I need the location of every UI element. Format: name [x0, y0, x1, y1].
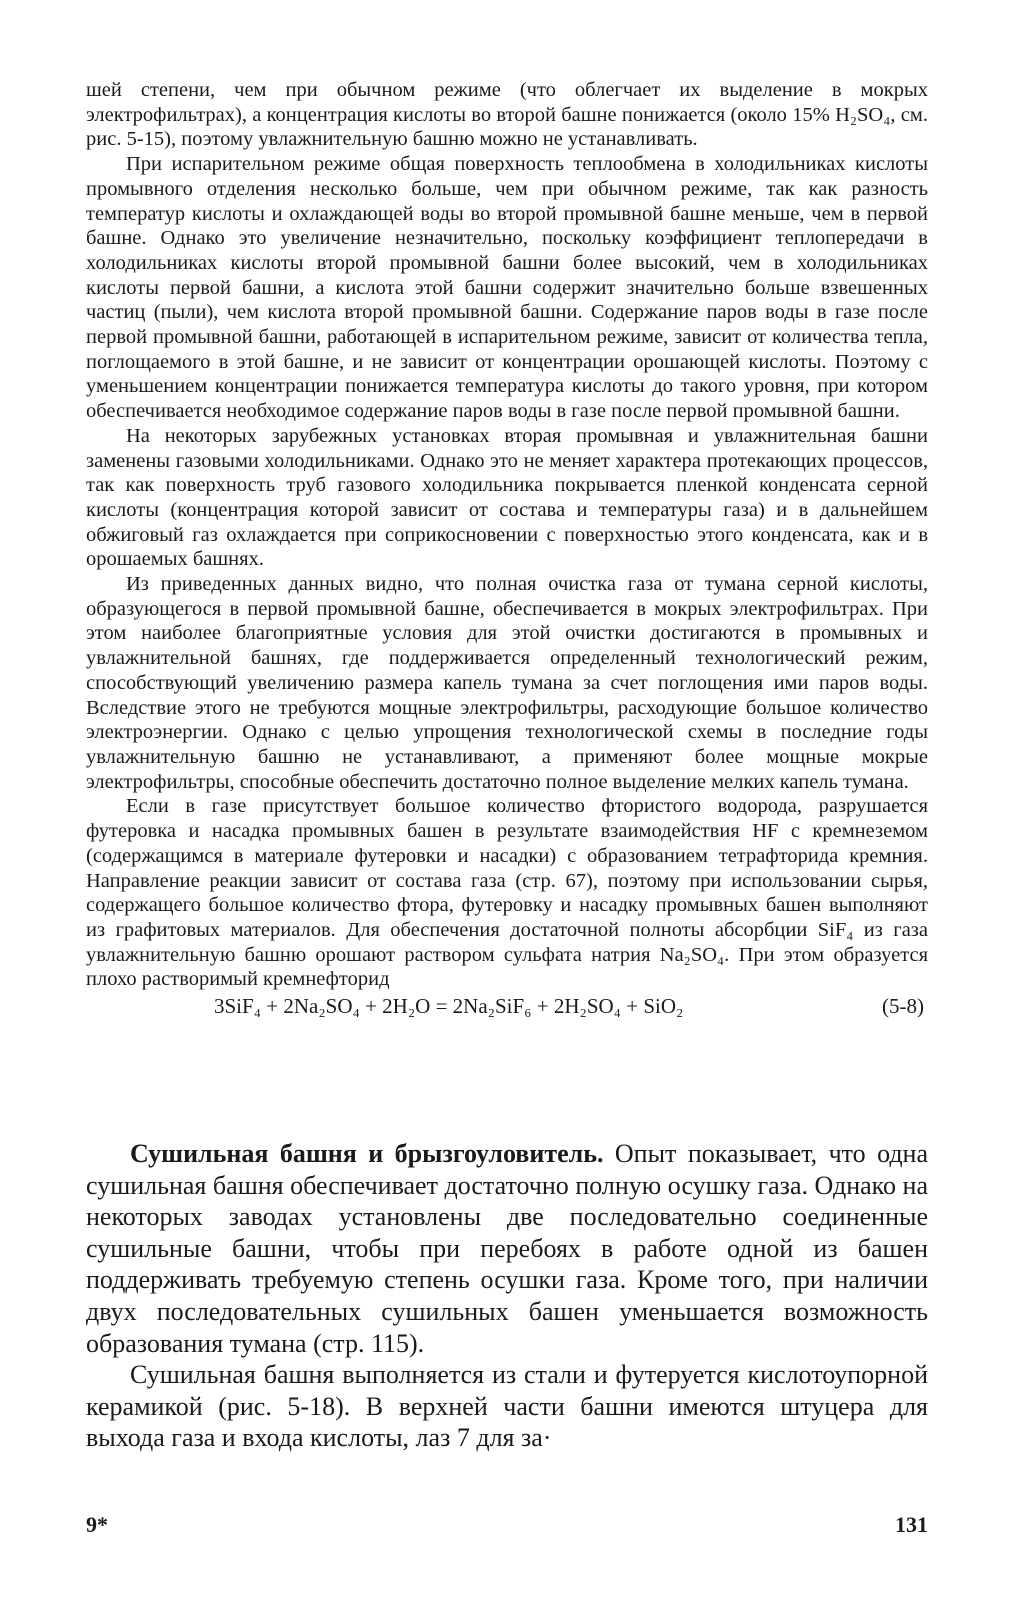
- paragraph: Если в газе присутствует большое количество фтористого водорода, разрушается футеровка и насадка промывных башен в результате взаимодействия HF с кремнеземом (содержащимся в материале футеровки и насадки) с образованием тетрафторида кремния. Направление реакции зависит от состава газа (стр. 67), поэтому при использовании сырья, содержащего большое количество фтора, футеровку и насадку промывных башен выполняют из графитовых материалов. Для обеспечения достаточной полноты абсорбции SiF₄ из газа увлажнительную башню орошают раствором сульфата натрия Na₂SO₄. При этом образуется плохо растворимый кремнефторид: [86, 795, 928, 991]
- paragraph: При испарительном режиме общая поверхность теплообмена в холодильниках кислоты промывного отделения несколько больше, чем при обычном режиме, так как разность температур кислоты и охлаждающей воды во второй промывной башне меньше, чем в первой башне. Однако это увеличение незначительно, поскольку коэффициент теплопередачи в холодильниках кислоты второй промывной башни более высокий, чем в холодильниках кислоты первой башни, а кислота этой башни содержит значительно больше взвешенных частиц (пыли), чем кислота второй промывной башни. Содержание паров воды в газе после первой промывной башни, работающей в испарительном режиме, зависит от количества тепла, поглощаемого в этой башне, и не зависит от концентрации орошающей кислоты. Поэтому с уменьшением концентрации понижается температура кислоты до такого уровня, при котором обеспечивается необходимое содержание паров воды в газе после первой промывной башни.: [86, 153, 928, 423]
- paragraph-text: Опыт показывает, что одна сушильная башня обеспечивает достаточно полную осушку газа. Однако на некоторых заводах установлены две последовательно соединенные сушильные башни, чтобы при перебоях в работе одной из башен поддерживать требуемую степень осушки газа. Кроме того, при наличии двух последовательных сушильных башен уменьшается возможность образования тумана (стр. 115).: [86, 1139, 929, 1358]
- equation-number: (5-8): [882, 994, 924, 1019]
- equation-formula: 3SiF₄ + 2Na₂SO₄ + 2H₂O = 2Na₂SiF₆ + 2H₂SO₄ + SiO₂: [214, 994, 684, 1019]
- paragraph: [86, 1138, 928, 1359]
- page-number: 131: [895, 1512, 928, 1537]
- equation: [86, 994, 928, 1019]
- page-footer: [86, 1512, 928, 1538]
- section-heading: Сушильная башня и брызгоуловитель.: [130, 1139, 604, 1168]
- paragraph: На некоторых зарубежных установках вторая промывная и увлажнительная башни заменены газовыми холодильниками. Однако это не меняет характера протекающих процессов, так как поверхность труб газового холодильника покрывается пленкой конденсата серной кислоты (концентрация которой зависит от состава и температуры газа) и в дальнейшем обжиговый газ охлаждается при соприкосновении с поверхностью этого конденсата, как и в орошаемых башнях.: [86, 424, 928, 571]
- body-text-small: [86, 78, 928, 1025]
- body-text-large: [86, 1138, 928, 1454]
- signature-mark: 9*: [86, 1512, 108, 1537]
- paragraph: Сушильная башня выполняется из стали и футеруется кислотоупорной керамикой (рис. 5-18). В верхней части башни имеются штуцера для выхода газа и входа кислоты, лаз 7 для за·: [86, 1360, 928, 1453]
- paragraph: шей степени, чем при обычном режиме (что облегчает их выделение в мокрых электрофильтрах), а концентрация кислоты во второй башне понижается (около 15% H₂SO₄, см. рис. 5-15), поэтому увлажнительную башню можно не устанавливать.: [86, 79, 928, 151]
- paragraph: Из приведенных данных видно, что полная очистка газа от тумана серной кислоты, образующегося в первой промывной башне, обеспечивается в мокрых электрофильтрах. При этом наиболее благоприятные условия для этой очистки достигаются в промывных и увлажнительной башнях, где поддерживается определенный технологический режим, способствующий увеличению размера капель тумана за счет поглощения ими паров воды. Вследствие этого не требуются мощные электрофильтры, расходующие большое количество электроэнергии. Однако с целью упрощения технологической схемы в последние годы увлажнительную башню не устанавливают, а применяют более мощные мокрые электрофильтры, способные обеспечить достаточно полное выделение мелких капель тумана.: [86, 573, 928, 793]
